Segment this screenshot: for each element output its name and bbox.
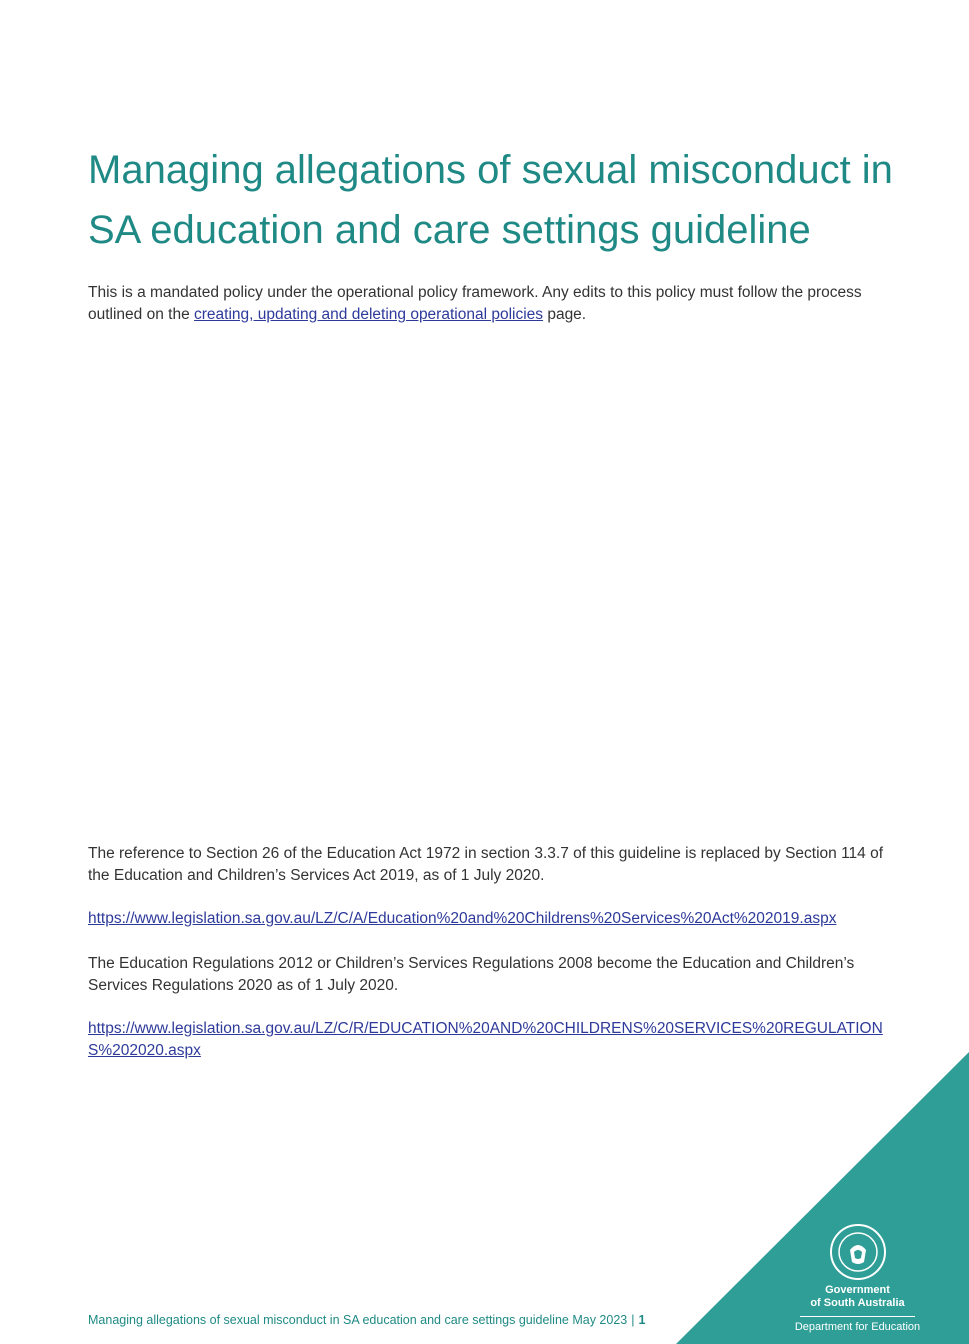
government-logo [790, 1222, 925, 1334]
page-number: 1 [638, 1313, 646, 1327]
document-title: Managing allegations of sexual misconduct in SA education and care settings guideline [88, 148, 893, 252]
page-footer [88, 1311, 645, 1329]
section-reference-note: The reference to Section 26 of the Education Act 1972 in section 3.3.7 of this guideline is replaced by Section 114 of the Education and Children’s Services Act 2019, as of 1 July 2020. [88, 845, 884, 884]
sa-government-crest-icon [828, 1222, 888, 1282]
regulations-note: The Education Regulations 2012 or Children’s Services Regulations 2008 become the Education and Children’s Services Regulations 2020 as of 1 July 2020. [88, 955, 855, 994]
footer-text: Managing allegations of sexual misconduct in SA education and care settings guideline May 2023 [88, 1313, 628, 1327]
intro-text-before: This is a mandated policy under the operational policy framework. Any edits to this policy must follow the process outlined on the [88, 284, 862, 323]
education-act-link[interactable]: https://www.legislation.sa.gov.au/LZ/C/A/Education%20and%20Childrens%20Services%20Act%202019.aspx [88, 910, 837, 927]
regulations-link[interactable]: https://www.legislation.sa.gov.au/LZ/C/R/EDUCATION%20AND%20CHILDRENS%20SERVICES%20REGULATIONS%202020.aspx [88, 1020, 883, 1059]
intro-paragraph [88, 282, 888, 326]
intro-text-after: page. [543, 306, 587, 323]
operational-policies-link[interactable]: creating, updating and deleting operational policies [194, 306, 544, 323]
logo-divider [800, 1316, 915, 1317]
logo-line-south-australia: of South Australia [810, 1297, 905, 1309]
logo-line-government: Government [825, 1284, 890, 1296]
footer-separator: | [631, 1313, 635, 1327]
logo-department: Department for Education [794, 1321, 921, 1333]
